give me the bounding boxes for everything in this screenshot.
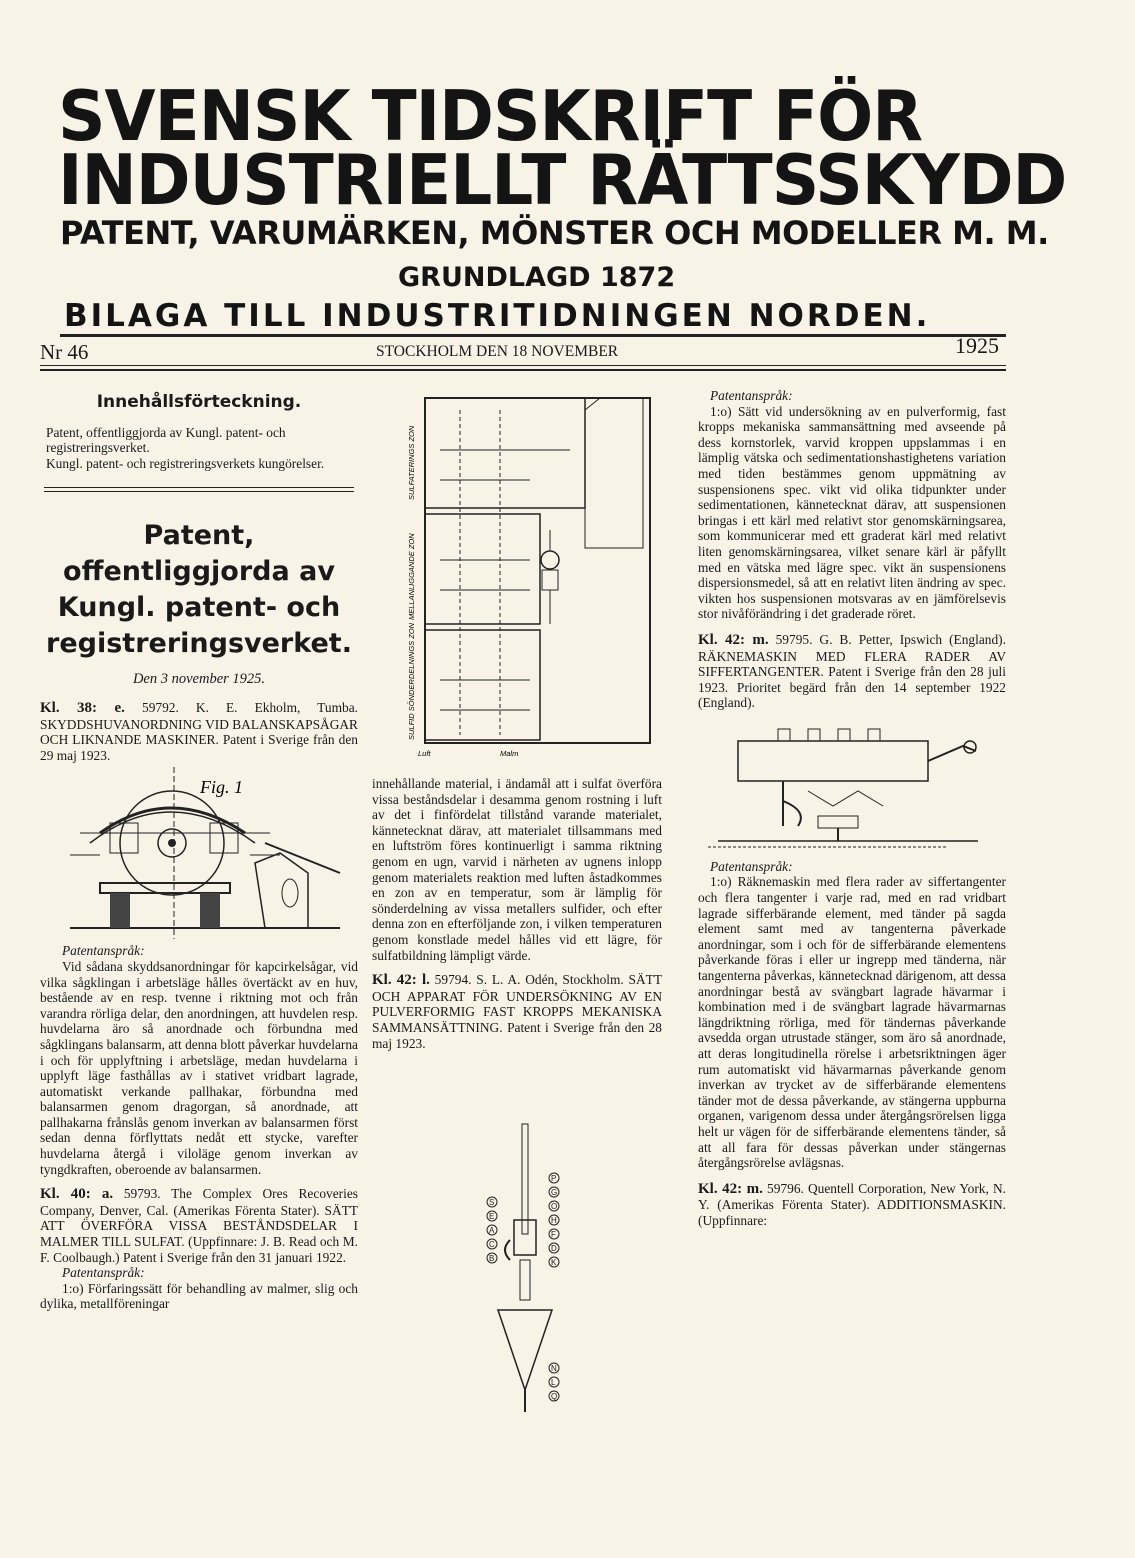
figure-calculator <box>698 711 998 859</box>
toc-separator <box>44 487 354 492</box>
furnace-label: SULFID SÖNDERDELNINGS ZON <box>407 622 416 740</box>
section-date: Den 3 november 1925. <box>132 671 266 688</box>
entry-3-text: 59794. S. L. A. Odén, Stockholm. SÄTT OCH APPARAT FÖR UNDERSÖKNING AV EN PULVERFORMIG FAST KROPPS MEKANISKA SAMMANSÄTTNING. Patent i Sverige från den 28 maj 1923. <box>372 972 663 1051</box>
apparatus-label: E <box>489 1212 495 1221</box>
issue-place-date: STOCKHOLM DEN 18 NOVEMBER <box>376 343 619 360</box>
furnace-label: MELLANLIGGANDE ZON <box>407 533 416 620</box>
apparatus-label: H <box>551 1216 557 1225</box>
entry-1-claim: Vid sådana skyddsanordningar för kapcirkelsågar, vid vilka sågklingan i arbetsläge hålles övertäckt av en huv, bestående av en resp. tvenne i riktning mot och från varandra rörliga delar, den anordningen, att huvdelen resp. huvdelarna äro så anordnade och förbundna med sågklingans balansarm, att denna blott påverkar huvdelarna i och för upplyftning i arbetsläge, medan huvdelarna i upplyft läge fasthållas av i stativet vridbart lagrade, automatiskt verkande pallhakar, förbundna med balansarmen genom dragorgan, så anordnade, att pallhakarna frånslås genom inverkan av balansarmen först sedan denna förflyttats nedåt ett stycke, varefter huvdelarna återgå i viloläge genom inverkan av tyngdkraften, oberoende av balansarmen. <box>40 958 358 1177</box>
figure-apparatus-drawing <box>470 1120 610 1420</box>
masthead-supplement: BILAGA TILL INDUSTRITIDNINGEN NORDEN. <box>64 298 931 334</box>
entry-2-continued: innehållande material, i ändamål att i sulfat överföra vissa beståndsdelar i desamma genom rostning i luft av det i finfördelat tillstånd varande materialet, kännetecknat därav, att materialet tillsammans med en luftström föres kontinuerligt i samma riktning genom en ugn, varvid i närheten av ugnens inlopp genom materialets reaktion med luften åstadkommes en zon av en temperatur, som är lämplig för sönderdelning av vissa metallers sulfider, och efter denna zon en efterföljande zon, i vilken temperaturen genom konstlade medel hålles vid ett lägre, för sulfatbildning lämpligt värde. <box>372 776 662 963</box>
toc-heading: Innehållsförteckning. <box>96 392 302 412</box>
furnace-label: SULFATERINGS ZON <box>407 425 416 500</box>
column-3 <box>698 388 1006 1229</box>
apparatus-label: F <box>551 1230 556 1239</box>
figure-sedimentation-apparatus <box>470 1120 610 1420</box>
apparatus-label: L <box>551 1378 556 1387</box>
toc-entry: Kungl. patent- och registreringsverkets kungörelser. <box>46 455 325 471</box>
entry-5-text: 59796. Quentell Corporation, New York, N. Y. (Amerikas Förenta Stater). ADDITIONSMASKIN. (Uppfinnare: <box>698 1180 1006 1228</box>
figure-furnace-drawing <box>400 390 655 760</box>
masthead-rule <box>60 334 1006 337</box>
entry-4-class: Kl. 42: m. <box>698 631 769 648</box>
entry-5-class: Kl. 42: m. <box>698 1180 763 1197</box>
entry-1-claim-label: Patentanspråk: <box>62 943 145 959</box>
column-1 <box>40 392 358 1312</box>
fig1-label: Fig. 1 <box>200 777 243 798</box>
entry-3-claim: 1:o) Sätt vid undersökning av en pulverformig, fast kropps mekaniska sammansättning med avseende på dess kornstorlek, varvid kroppen uppslammas i en lämplig vätska och sedimentationshastighetens variation med tiden bestämmes genom uppmätning av suspensionens spec. vikt vid olika tidpunkter under sedimentationen, kännetecknat därav, att suspensionen bringas i ett kärl med relativt stor genomskärningsarea, som kommunicerar med ett graderat kärl med relativt liten genomskärningsarea, vilket senare kärl är påfyllt med en vätska med lägre spec. vikt än suspensionens dispersionsmedel, så att en relativt liten ändring av spec. vikten hos suspensionen motsvaras av en jämförelsevis stor nivåförändring i det graderade röret. <box>698 403 1006 622</box>
entry-2-claim: 1:o) Förfaringssätt för behandling av malmer, slig och dylika, metallföreningar <box>40 1280 358 1312</box>
entry-1-class: Kl. 38: e. <box>40 699 125 716</box>
issue-number: Nr 46 <box>40 340 89 364</box>
masthead-line2: INDUSTRIELLT RÄTTSSKYDD <box>58 140 1067 221</box>
entry-4-claim-label: Patentanspråk: <box>710 858 793 874</box>
issue-rule-bottom <box>40 369 1006 371</box>
apparatus-label: O <box>551 1202 558 1211</box>
figure-saw-guard <box>40 763 358 943</box>
issue-year: 1925 <box>955 333 999 358</box>
entry-3-class: Kl. 42: l. <box>372 972 430 989</box>
entry-2-claim-label: Patentanspråk: <box>62 1265 145 1281</box>
masthead-founded: GRUNDLAGD 1872 <box>398 262 676 293</box>
entry-4-claim: 1:o) Räknemaskin med flera rader av siffertangenter och flera tangenter i varje rad, med en rad vridbart lagrade sifferbärande element, med tänder på sagda element samt med av tangenterna påverkade anordningar, som i och för de sifferbärande elementens påverkande föras i eller ur ingrepp med tänderna, när tangenterna påverkas, kännetecknad därigenom, att dessa anordningar bestå av svängbart lagrade hävarmar i kombination med i de svängbart lagrade hävarmarnas längdriktning rörliga, med för tändernas påverkande avsedda organ utrustade stänger, som äro så anordnade, att deras longitudinella rörelse i arbetsriktningen äger rum automatiskt vid hävarmarnas påverkande genom inverkan av trycket av de sifferbärande elementens tänder mot de dessa påverkande, av stängerna uppburna organen, varigenom dessa under återgångsrörelsen ligga helt ur vägen för de sifferbärande elementens tänder, så att all fara för dessas påverkan under stängernas återgångsrörelse avlägsnas. <box>698 874 1006 1171</box>
figure-furnace <box>400 390 655 760</box>
issue-rule-top <box>40 365 1006 366</box>
entry-2-class: Kl. 40: a. <box>40 1186 114 1203</box>
column-2 <box>372 776 662 1051</box>
entry-1-text: 59792. K. E. Ekholm, Tumba. SKYDDSHUVANORDNING VID BALANSKAPSÅGAR OCH LIKNANDE MASKINER. Patent i Sverige från den 29 maj 1923. <box>40 699 358 763</box>
apparatus-label: G <box>551 1188 558 1197</box>
entry-4-text: 59795. G. B. Petter, Ipswich (England). RÄKNEMASKIN MED FLERA RADER AV SIFFERTANGENTER. Patent i Sverige från den 28 juli 1923. Prioritet begärd från den 14 september 1922 (England). <box>698 631 1006 711</box>
apparatus-label: C <box>489 1240 495 1249</box>
apparatus-label: N <box>551 1364 557 1373</box>
furnace-label: Luft <box>418 749 431 758</box>
figure-saw-guard-drawing <box>40 763 358 943</box>
apparatus-label: D <box>551 1244 557 1253</box>
figure-calculator-drawing <box>698 711 998 859</box>
apparatus-label: A <box>489 1226 495 1235</box>
apparatus-label: S <box>489 1198 495 1207</box>
masthead-line1: SVENSK TIDSKRIFT FÖR <box>58 76 923 157</box>
apparatus-label: P <box>551 1174 557 1183</box>
section-heading: Patent, offentliggjorda av Kungl. patent- och registreringsverket. <box>46 520 352 660</box>
apparatus-label: B <box>489 1254 495 1263</box>
entry-3-claim-label: Patentanspråk: <box>710 388 793 403</box>
entry-2-text: 59793. The Complex Ores Recoveries Company, Denver, Cal. (Amerikas Förenta Stater). SÄTT ATT ÖVERFÖRA VISSA BESTÅNDSDELAR I MALMER TILL SULFAT. (Uppfinnare: J. B. Read och M. F. Coolbaugh.) Patent i Sverige från den 31 januari 1922. <box>40 1186 358 1265</box>
masthead-subtitle: PATENT, VARUMÄRKEN, MÖNSTER OCH MODELLER M. M. <box>60 214 1049 252</box>
apparatus-label: Q <box>551 1392 558 1401</box>
toc-entry: Patent, offentliggjorda av Kungl. patent- och registreringsverket. <box>46 424 286 456</box>
apparatus-label: K <box>551 1258 557 1267</box>
furnace-label: Malm <box>500 749 519 758</box>
